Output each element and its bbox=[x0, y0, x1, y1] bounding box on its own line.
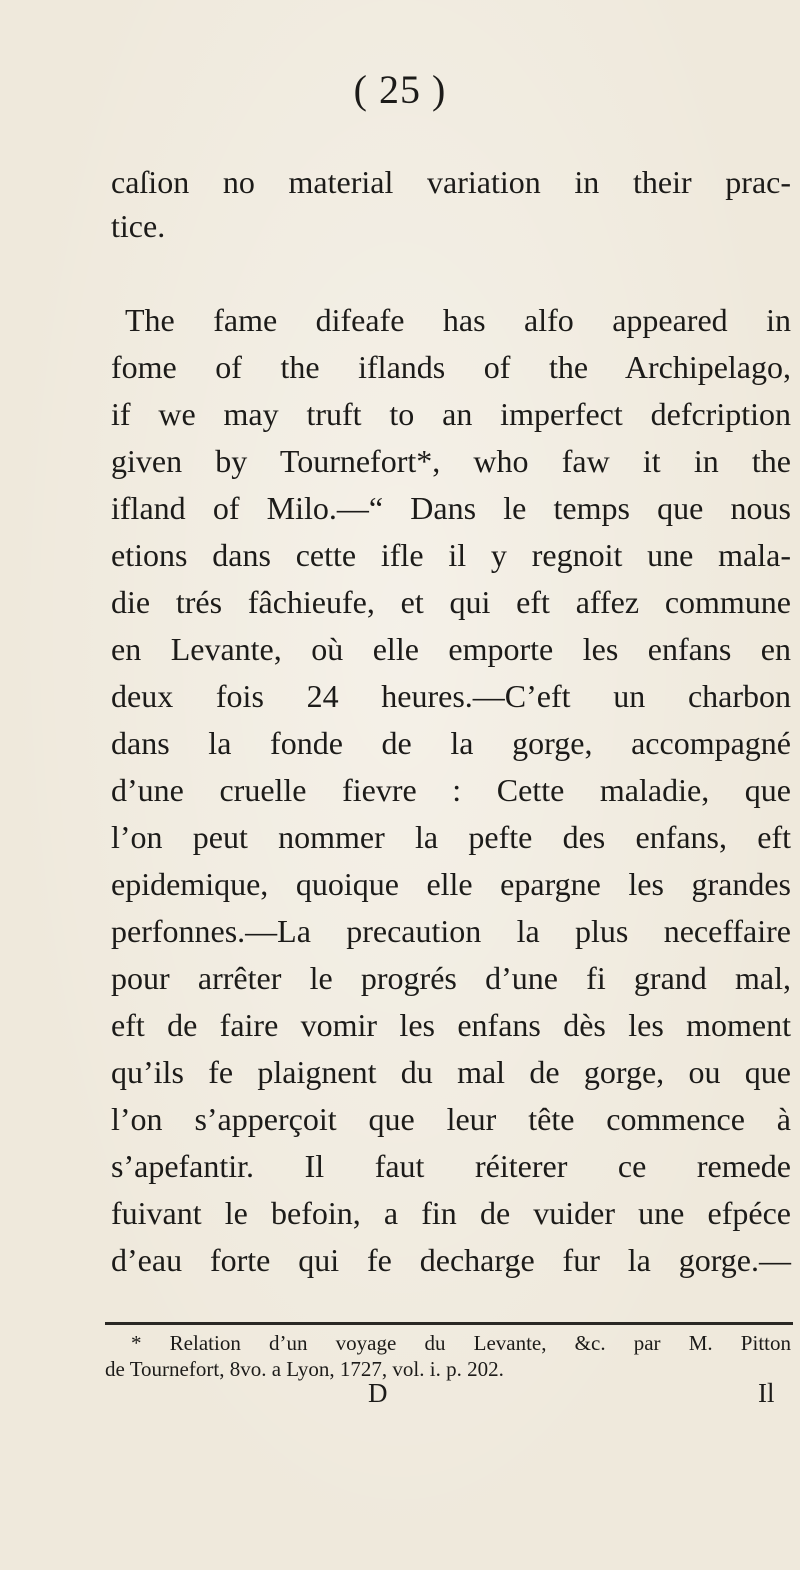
text-line: ifland of Milo.—“ Dans le temps que nous bbox=[111, 490, 791, 526]
text-line: etions dans cette ifle il y regnoit une mala- bbox=[111, 537, 791, 573]
text-line: epidemique, quoique elle epargne les grandes bbox=[111, 866, 791, 902]
text-line: l’on peut nommer la pefte des enfans, eft bbox=[111, 819, 791, 855]
text-line: caſion no material variation in their prac- bbox=[111, 164, 791, 200]
text-line: l’on s’apperçoit que leur tête commence à bbox=[111, 1101, 791, 1137]
text-line: tice. bbox=[111, 208, 166, 244]
text-line: fuivant le befoin, a fin de vuider une efpéce bbox=[111, 1195, 791, 1231]
text-line: eft de faire vomir les enfans dès les moment bbox=[111, 1007, 791, 1043]
text-line: deux fois 24 heures.—C’eft un charbon bbox=[111, 678, 791, 714]
text-line: qu’ils fe plaignent du mal de gorge, ou que bbox=[111, 1054, 791, 1090]
footnote-line: * Relation d’un voyage du Levante, &c. par M. Pitton bbox=[131, 1331, 791, 1355]
text-line: d’eau forte qui fe decharge fur la gorge.— bbox=[111, 1242, 791, 1278]
text-line: The fame difeafe has alfo appeared in bbox=[125, 302, 791, 338]
text-line: if we may truft to an imperfect defcription bbox=[111, 396, 791, 432]
text-line: die trés fâchieufe, et qui eft affez commune bbox=[111, 584, 791, 620]
footnote-line: de Tournefort, 8vo. a Lyon, 1727, vol. i. p. 202. bbox=[105, 1357, 504, 1381]
text-line: s’apefantir. Il faut réiterer ce remede bbox=[111, 1148, 791, 1184]
catchword: Il bbox=[758, 1378, 775, 1408]
text-line: perfonnes.—La precaution la plus neceffaire bbox=[111, 913, 791, 949]
text-line: fome of the iflands of the Archipelago, bbox=[111, 349, 791, 385]
text-line: d’une cruelle fievre : Cette maladie, que bbox=[111, 772, 791, 808]
text-line: en Levante, où elle emporte les enfans en bbox=[111, 631, 791, 667]
page-number: ( 25 ) bbox=[353, 67, 447, 112]
footnote-rule bbox=[105, 1322, 793, 1325]
text-line: given by Tournefort*, who faw it in the bbox=[111, 443, 791, 479]
text-line: pour arrêter le progrés d’une fi grand mal, bbox=[111, 960, 791, 996]
text-line: dans la fonde de la gorge, accompagné bbox=[111, 725, 791, 761]
signature-mark: D bbox=[368, 1378, 388, 1408]
